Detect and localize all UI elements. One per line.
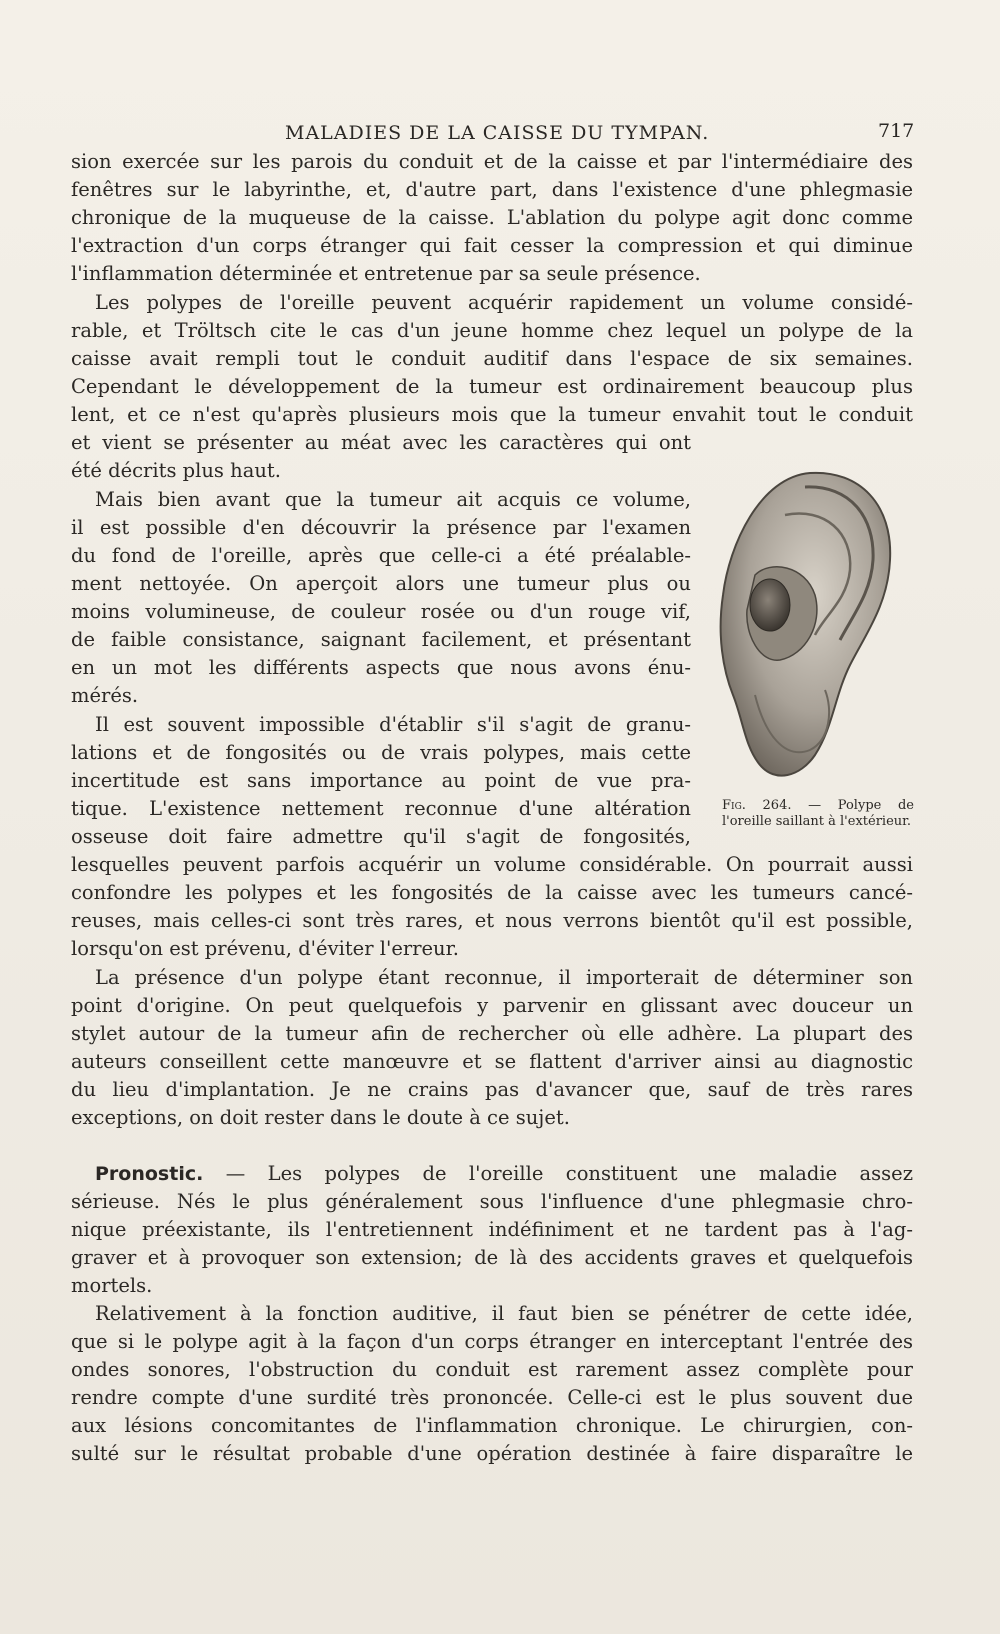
pronostic-first-line: [71, 1160, 913, 1188]
text-line: moins volumineuse, de couleur rosée ou d'un rouge vif,: [71, 600, 691, 623]
text-line: lesquelles peuvent parfois acquérir un volume considérable. On pourrait aussi: [71, 853, 913, 876]
text-line: l'extraction d'un corps étranger qui fait cesser la compression et qui diminue: [71, 234, 913, 257]
text-line: mortels.: [71, 1274, 153, 1297]
ear-polyp-illustration: [715, 465, 900, 800]
text-line: nique préexistante, ils l'entretiennent indéfiniment et ne tardent pas à l'ag-: [71, 1218, 913, 1241]
ear-illustration-svg: [715, 465, 900, 800]
text-line: osseuse doit faire admettre qu'il s'agit de fongosités,: [71, 825, 691, 848]
text-line: Mais bien avant que la tumeur ait acquis ce volume,: [95, 488, 691, 511]
polyp-mass: [750, 579, 790, 631]
text-line: Relativement à la fonction auditive, il faut bien se pénétrer de cette idée,: [95, 1302, 913, 1325]
text-line: et vient se présenter au méat avec les caractères qui ont: [71, 431, 691, 454]
text-line: Cependant le développement de la tumeur est ordinairement beaucoup plus: [71, 375, 913, 398]
figure-label: Fig. 264.: [722, 798, 792, 813]
text-line: en un mot les différents aspects que nous avons énu-: [71, 656, 691, 679]
text-line: mérés.: [71, 684, 139, 707]
text-line: ment nettoyée. On aperçoit alors une tumeur plus ou: [71, 572, 691, 595]
figure-caption-text: — Polype de l'oreille saillant à l'extérieur.: [722, 798, 914, 829]
text-line: du lieu d'implantation. Je ne crains pas d'avancer que, sauf de très rares: [71, 1078, 913, 1101]
running-head: MALADIES DE LA CAISSE DU TYMPAN.: [285, 122, 710, 144]
text-line: rable, et Tröltsch cite le cas d'un jeune homme chez lequel un polype de la: [71, 319, 913, 342]
text-line: chronique de la muqueuse de la caisse. L'ablation du polype agit donc comme: [71, 206, 913, 229]
text-line: rendre compte d'une surdité très prononcée. Celle-ci est le plus souvent due: [71, 1386, 913, 1409]
text-line: tique. L'existence nettement reconnue d'une altération: [71, 797, 691, 820]
text-line: il est possible d'en découvrir la présence par l'examen: [71, 516, 691, 539]
section-heading: Pronostic.: [95, 1163, 204, 1185]
text-line: l'inflammation déterminée et entretenue par sa seule présence.: [71, 262, 701, 285]
figure-caption: [722, 798, 914, 830]
text-line: ondes sonores, l'obstruction du conduit est rarement assez complète pour: [71, 1358, 913, 1381]
text-line: du fond de l'oreille, après que celle-ci a été préalable-: [71, 544, 691, 567]
page-number: 717: [878, 120, 915, 142]
text-line: exceptions, on doit rester dans le doute à ce sujet.: [71, 1106, 570, 1129]
text-line: stylet autour de la tumeur afin de rechercher où elle adhère. La plupart des: [71, 1022, 913, 1045]
text-line: caisse avait rempli tout le conduit auditif dans l'espace de six semaines.: [71, 347, 913, 370]
text-line: sion exercée sur les parois du conduit et de la caisse et par l'intermédiaire des: [71, 150, 913, 173]
text-line: Il est souvent impossible d'établir s'il s'agit de granu-: [95, 713, 691, 736]
text-line: aux lésions concomitantes de l'inflammation chronique. Le chirurgien, con-: [71, 1414, 913, 1437]
text-line: — Les polypes de l'oreille constituent une maladie assez: [203, 1162, 913, 1185]
text-line: que si le polype agit à la façon d'un corps étranger en interceptant l'entrée des: [71, 1330, 913, 1353]
text-line: reuses, mais celles-ci sont très rares, et nous verrons bientôt qu'il est possible,: [71, 909, 913, 932]
text-line: Les polypes de l'oreille peuvent acquérir rapidement un volume considé-: [95, 291, 913, 314]
text-line: La présence d'un polype étant reconnue, il importerait de déterminer son: [95, 966, 913, 989]
text-line: fenêtres sur le labyrinthe, et, d'autre part, dans l'existence d'une phlegmasie: [71, 178, 913, 201]
text-line: lations et de fongosités ou de vrais polypes, mais cette: [71, 741, 691, 764]
text-line: point d'origine. On peut quelquefois y parvenir en glissant avec douceur un: [71, 994, 913, 1017]
text-line: été décrits plus haut.: [71, 459, 281, 482]
text-line: lent, et ce n'est qu'après plusieurs mois que la tumeur envahit tout le conduit: [71, 403, 913, 426]
text-line: auteurs conseillent cette manœuvre et se flattent d'arriver ainsi au diagnostic: [71, 1050, 913, 1073]
text-line: graver et à provoquer son extension; de là des accidents graves et quelquefois: [71, 1246, 913, 1269]
text-line: lorsqu'on est prévenu, d'éviter l'erreur.: [71, 937, 459, 960]
text-line: sérieuse. Nés le plus généralement sous l'influence d'une phlegmasie chro-: [71, 1190, 913, 1213]
text-line: incertitude est sans importance au point de vue pra-: [71, 769, 691, 792]
text-line: de faible consistance, saignant facilement, et présentant: [71, 628, 691, 651]
text-line: confondre les polypes et les fongosités de la caisse avec les tumeurs cancé-: [71, 881, 913, 904]
text-line: sulté sur le résultat probable d'une opération destinée à faire disparaître le: [71, 1442, 913, 1465]
